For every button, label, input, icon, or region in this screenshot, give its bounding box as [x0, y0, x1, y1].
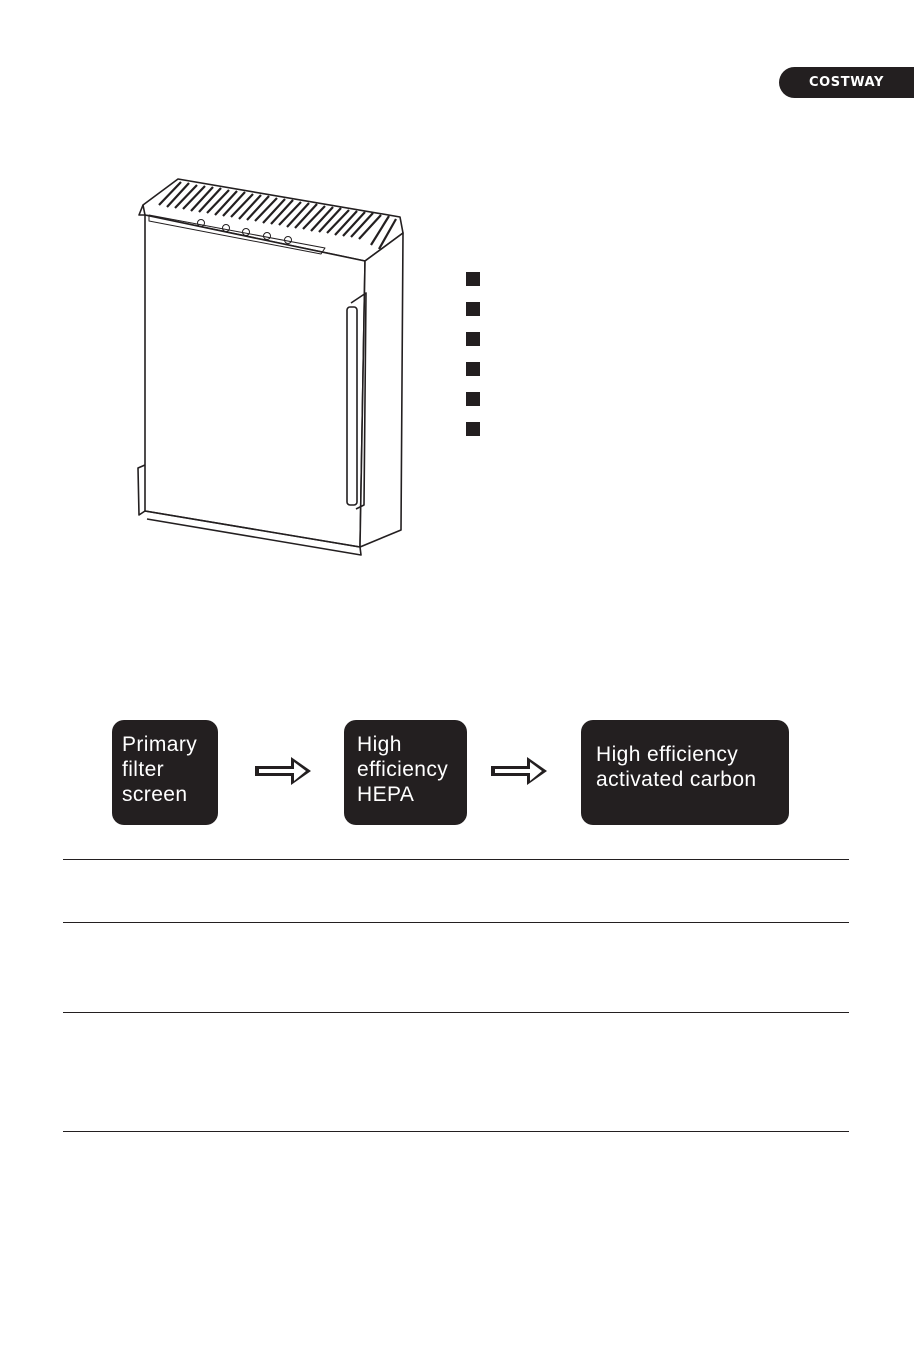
table-rule — [63, 1012, 849, 1013]
stage-label-line: High — [357, 733, 402, 756]
stage-primary-filter-screen — [112, 720, 218, 825]
feature-bullet — [466, 422, 480, 436]
feature-bullet — [466, 362, 480, 376]
stage-high-efficiency-hepa — [344, 720, 467, 825]
feature-bullet — [466, 302, 480, 316]
table-rule — [63, 1131, 849, 1132]
table-rule — [63, 859, 849, 860]
brand-name: COSTWAY — [808, 75, 884, 90]
stage-label-line: filter — [122, 758, 165, 781]
feature-bullet — [466, 392, 480, 406]
feature-bullet — [466, 332, 480, 346]
air-purifier-icon — [135, 175, 410, 560]
stage-label-line: Primary — [122, 733, 198, 756]
stage-label-line: screen — [122, 783, 188, 806]
right-arrow-icon — [253, 755, 315, 791]
table-rule — [63, 922, 849, 923]
stage-label-line: HEPA — [357, 783, 415, 806]
right-arrow-icon — [489, 755, 551, 791]
stage-label-line: efficiency — [357, 758, 449, 781]
stage-label-line: activated carbon — [596, 768, 757, 791]
brand-logo-tab — [779, 67, 914, 98]
stage-label-line: High efficiency — [596, 743, 739, 766]
feature-bullet — [466, 272, 480, 286]
feature-list — [466, 272, 480, 452]
stage-activated-carbon — [581, 720, 789, 825]
